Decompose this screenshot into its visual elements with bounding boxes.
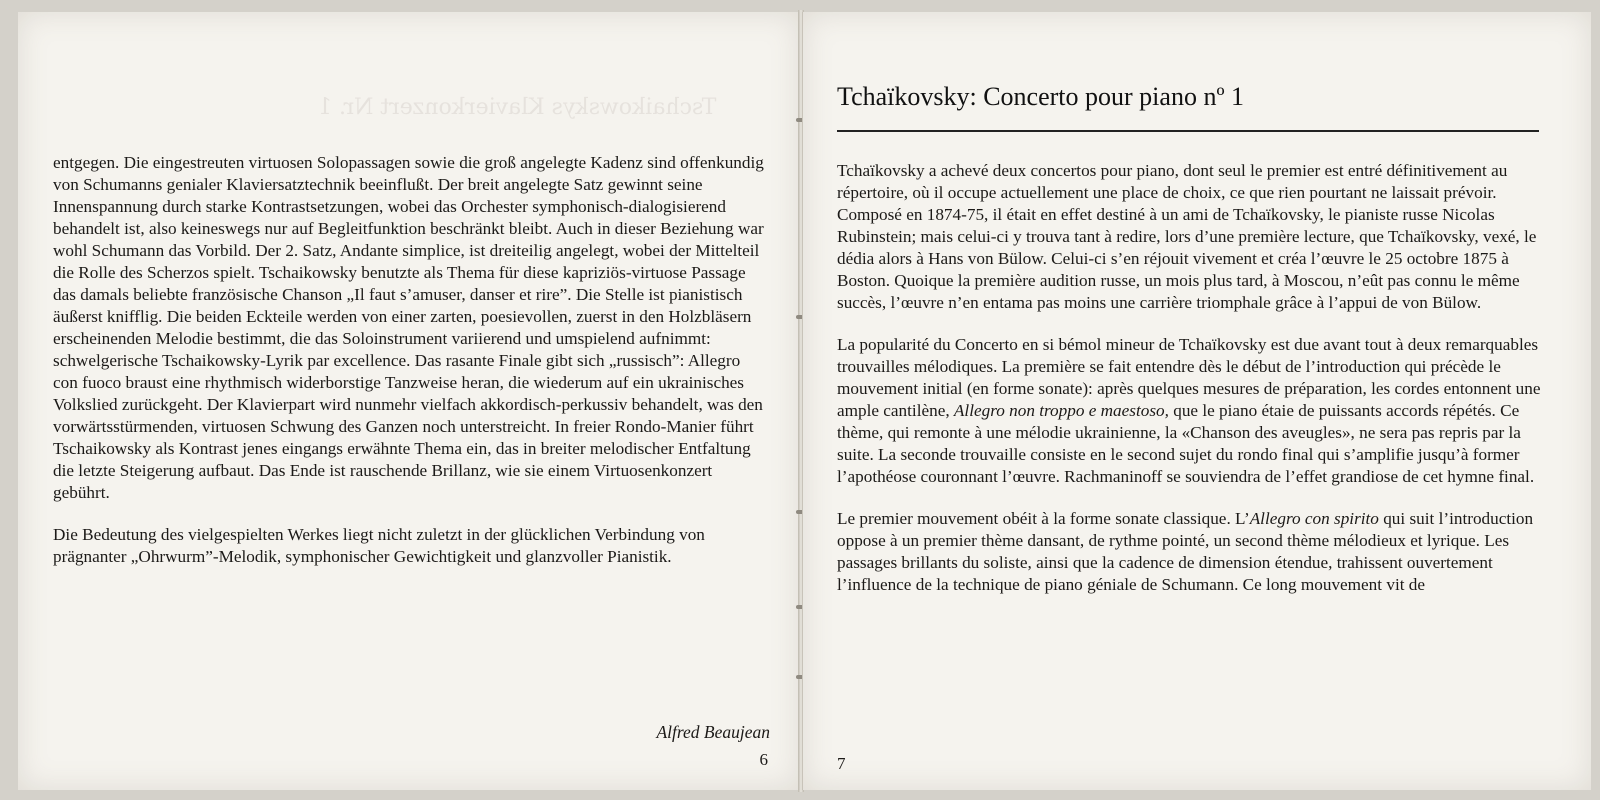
left-paragraph-2: Die Bedeutung des vielgespielten Werkes liegt nicht zuletzt in der glücklichen Verbindung von prägnanter „Ohrwurm”-Melodik, symphonischer Gewichtigkeit und glanzvoller Pianistik. <box>53 525 705 566</box>
paragraph-3-text-b: qui suit l’introduction oppose à un premier thème dansant, de rythme pointé, un second thème mélodieux et lyrique. Les passages brillants du soliste, ainsi que la cadence de dimension étendue, trahissent ouvertement l’influence de la technique de piano géniale de Schumann. Ce long mouvement vit de <box>837 509 1534 594</box>
author-signature: Alfred Beaujean <box>656 722 770 742</box>
show-through-text: Tschaikowskys Klavierkonzert Nr. 1 <box>318 95 717 120</box>
right-page-body <box>837 160 1557 616</box>
page-number-right: 7 <box>837 754 846 773</box>
left-page <box>18 12 801 790</box>
tempo-marking-italic: Allegro con spirito <box>1249 509 1379 528</box>
paragraph-3-text-a: Le premier mouvement obéit à la forme sonate classique. L’ <box>837 509 1250 528</box>
right-paragraph-1: Tchaïkovsky a achevé deux concertos pour piano, dont seul le premier est entré définitivement au répertoire, où il occupe actuellement une place de choix, ce que rien pourtant ne laissait prévoir. Composé en 1874-75, il était en effet destiné à un ami de Tchaïkovsky, le pianiste russe Nicolas Rubinstein; mais celui-ci y trouva tant à redire, lors d’une première lecture, que Tchaïkovsky, vexé, le dédia alors à Hans von Bülow. Celui-ci s’en réjouit vivement et créa l’œuvre le 25 octobre 1875 à Boston. Quoique la première audition russe, un mois plus tard, à Moscou, n’eût pas connu le même succès, l’œuvre n’en entama pas moins une carrière triomphale grâce à l’appui de von Bülow. <box>837 161 1537 312</box>
left-paragraph-1: entgegen. Die eingestreuten virtuosen Solopassagen sowie die groß angelegte Kadenz sind offenkundig von Schumanns genialer Klaviersatztechnik beeinflußt. Der breit angelegte Satz gewinnt seine Innenspannung durch starke Kontrastsetzungen, wobei das Orchester symphonisch-dialogisierend behandelt ist, also keineswegs nur auf Begleitfunktion beschränkt bleibt. Auch in dieser Beziehung war wohl Schumann das Vorbild. Der 2. Satz, Andante simplice, ist dreiteilig angelegt, wobei der Mittelteil die Rolle des Scherzos spielt. Tschaikowsky benutzte als Thema für diese kapriziös-virtuose Passage das damals beliebte französische Chanson „Il faut s’amuser, danser et rire”. Die Stelle ist pianistisch äußerst knifflig. Die beiden Eckteile werden von einer zarten, poesievollen, zuerst in den Holzbläsern erscheinenden Melodie bestimmt, die das Soloinstrument variierend und umspielend aufnimmt: schwelgerische Tschaikowsky-Lyrik par excellence. Das rasante Finale gibt sich „russisch”: Allegro con fuoco braust eine rhythmisch widerborstige Tanzweise heran, die wiederum auf ein ukrainisches Volkslied zurückgeht. Der Klavierpart wird nunmehr vielfach akkordisch-perkussiv behandelt, was den vorwärtsstürmenden, virtuosen Schwung des Ganzen noch unterstreicht. In freier Rondo-Manier führt Tschaikowsky als Kontrast jenes eingangs erwähnte Thema ein, das in breiter melodischer Entfaltung die letzte Steigerung aufbaut. Das Ende ist rauschende Brillanz, wie sie einem Virtuosenkonzert gebührt. <box>53 153 764 502</box>
page-title: Tchaïkovsky: Concerto pour piano nº 1 <box>837 82 1244 111</box>
title-underline <box>837 130 1539 132</box>
right-page <box>802 12 1591 790</box>
tempo-marking-italic: Allegro non troppo e maestoso, <box>953 401 1169 420</box>
left-page-body <box>53 152 768 588</box>
paragraph-2-text-b: que le piano étaie de puissants accords répétés. Ce thème, qui remonte à une mélodie ukrainienne, la «Chanson des aveugles», ne sera pas repris par la suite. La seconde trouvaille consiste en le second sujet du rondo final qui s’amplifie jusqu’à former l’apothéose couronnant l’œuvre. Rachmaninoff se souviendra de l’effet grandiose de cet hymne final. <box>837 401 1535 486</box>
right-paragraph-3 <box>837 508 1557 596</box>
paragraph-2-text-a: La popularité du Concerto en si bémol mineur de Tchaïkovsky est due avant tout à deux remarquables trouvailles mélodiques. La première se fait entendre dès le début de l’introduction qui précède le mouvement initial (en forme sonate): après quelques mesures de préparation, les cordes entonnent une ample cantilène, <box>837 335 1541 420</box>
page-number-left: 6 <box>759 750 768 769</box>
right-paragraph-2 <box>837 334 1557 488</box>
